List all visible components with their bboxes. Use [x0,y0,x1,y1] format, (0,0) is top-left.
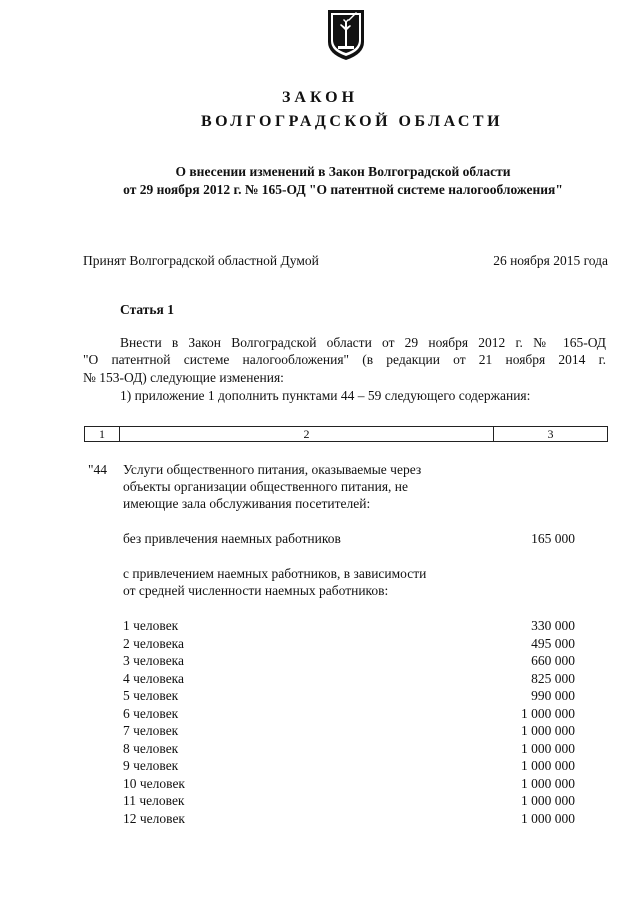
row-value: 1 000 000 [521,723,575,738]
row-value: 1 000 000 [521,758,575,773]
row-label: 12 человек [123,810,185,826]
article-heading: Статья 1 [120,302,174,317]
article-item-1: 1) приложение 1 дополнить пунктами 44 – 59 следующего содержания: [120,388,531,403]
row-value: 1 000 000 [521,775,575,791]
table-header-col-3: 3 [547,426,554,441]
item-description-line-3: имеющие зала обслуживания посетителей: [123,496,371,511]
row-value: 660 000 [531,653,575,668]
table-header-col-2: 2 [120,427,494,441]
row-label: 3 человека [123,653,185,668]
article-paragraph-line-3: № 153-ОД) следующие изменения: [83,370,284,385]
document-title: ЗАКОН [281,89,359,106]
item-description-line-2: объекты организации общественного питания, не [123,479,409,494]
subtitle-line-2: от 29 ноября 2012 г. № 165-ОД "О патентной системе налогообложения" [123,182,563,197]
row-value: 330 000 [531,618,575,633]
row-value: 1 000 000 [521,793,575,808]
row-label: 1 человек [123,618,179,633]
row-label: 11 человек [123,793,185,808]
row-label: 7 человек [123,723,179,738]
row-label: 4 человека [123,670,185,686]
row-value: 1 000 000 [521,810,575,826]
no-workers-label: без привлечения наемных работников [123,531,341,546]
row-value: 1 000 000 [521,705,575,721]
row-label: 10 человек [123,775,185,791]
document-region: ВОЛГОГРАДСКОЙ ОБЛАСТИ [200,113,504,130]
row-label: 6 человек [123,705,179,721]
coat-of-arms-icon [326,8,366,62]
article-paragraph-line-1: Внести в Закон Волгоградской области от 29 ноября 2012 г. № 165-ОД [120,335,606,350]
with-workers-line-1: с привлечением наемных работников, в зависимости [123,566,427,581]
article-paragraph-line-2: "О патентной системе налогообложения" (в редакции от 21 ноября 2014 г. [83,352,606,367]
with-workers-line-2: от средней численности наемных работников: [123,583,389,598]
row-label: 8 человек [123,740,179,756]
row-label: 9 человек [123,758,179,773]
table-header-col-1: 1 [85,427,120,441]
no-workers-value: 165 000 [531,531,575,546]
table-header [84,426,608,442]
subtitle-line-1: О внесении изменений в Закон Волгоградской области [175,164,511,179]
row-value: 825 000 [531,670,575,686]
row-value: 1 000 000 [521,740,575,756]
row-value: 990 000 [531,688,575,703]
row-value: 495 000 [531,635,575,651]
item-description-line-1: Услуги общественного питания, оказываемые через [123,462,422,477]
item-number: "44 [88,462,108,477]
row-label: 2 человека [123,635,185,651]
adoption-date: 26 ноября 2015 года [493,253,608,268]
row-label: 5 человек [123,688,179,703]
adopted-by: Принят Волгоградской областной Думой [83,253,319,268]
